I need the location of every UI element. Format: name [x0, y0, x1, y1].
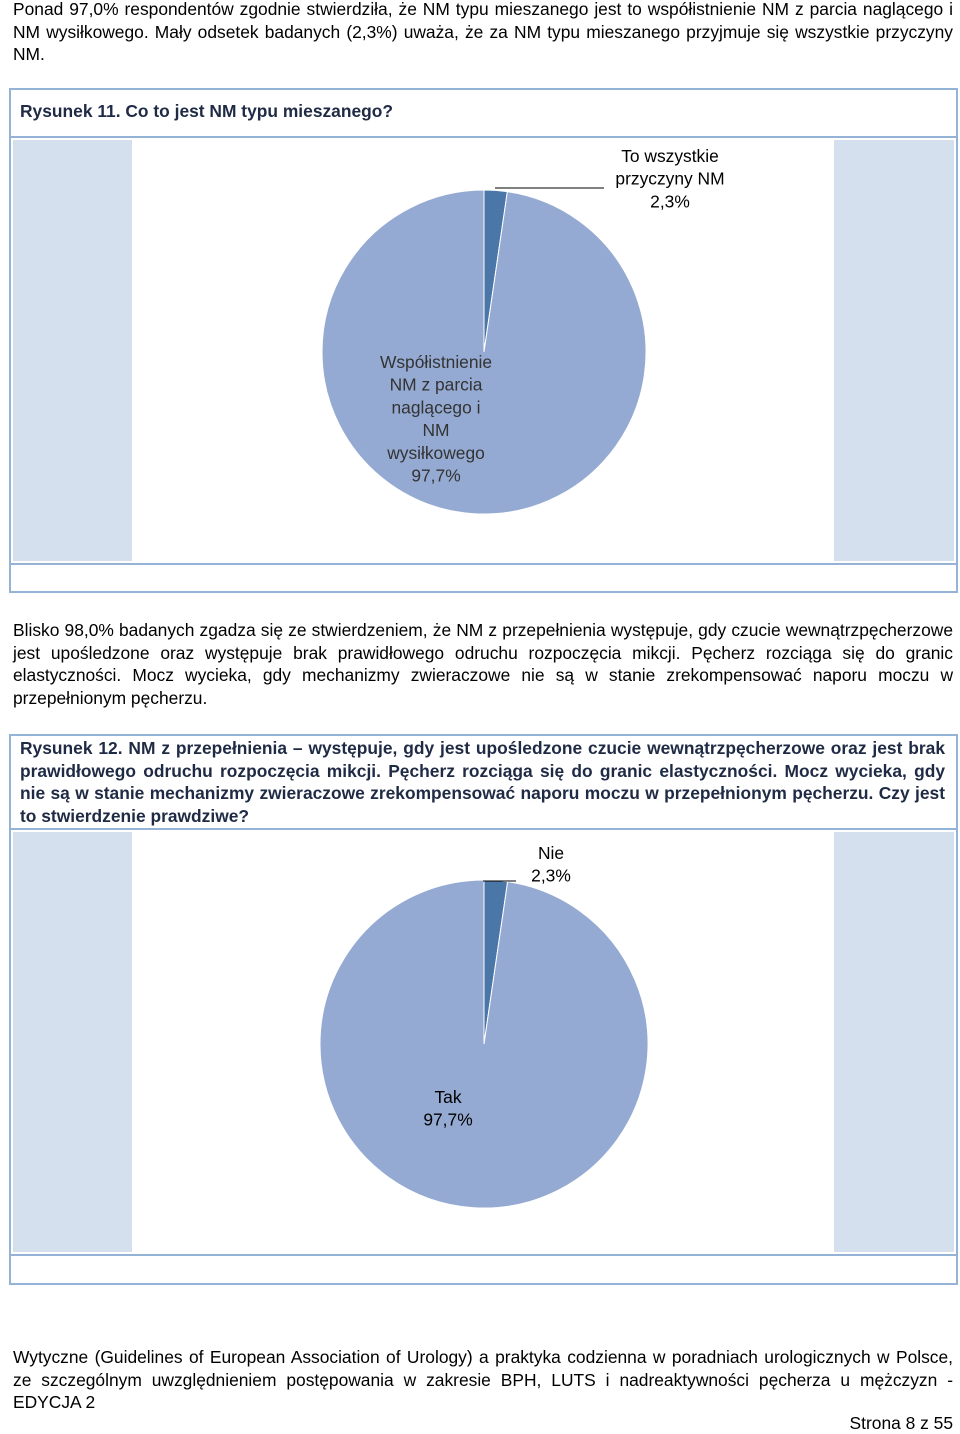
left-side-panel: [13, 832, 132, 1252]
slice-label-line: NM z parcia: [389, 374, 483, 395]
slice-label-line: Tak: [434, 1087, 462, 1107]
right-side-panel: [834, 832, 954, 1252]
slice-label-line: 97,7%: [423, 1109, 473, 1130]
figure-11-caption: Rysunek 11. Co to jest NM typu mieszanego?: [20, 101, 394, 121]
slice-label-line: przyczyny NM: [615, 168, 725, 189]
slice-label-line: wysiłkowego: [387, 442, 485, 463]
figure-12-caption-number: Rysunek 12.: [20, 738, 123, 758]
slice-label-small: [531, 843, 571, 886]
figure-12-caption: [20, 737, 945, 828]
slice-label-small: [615, 146, 724, 211]
figure-12-chart-area: [9, 828, 958, 1256]
pie-slice-large: [320, 880, 648, 1208]
slice-label-line: 2,3%: [531, 865, 571, 886]
slice-label-line: 97,7%: [411, 465, 461, 486]
slice-label-line: NM: [422, 420, 450, 441]
page-number: Strona 8 z 55: [849, 1413, 953, 1433]
footer-text: Wytyczne (Guidelines of European Association of Urology) a praktyka codzienna w poradniach urologicznych w Polsce, ze szczególnym uwzględnieniem postępowania w zakresie BPH, LUTS i nadreaktywności pęcherza u mężczyzn - EDYCJA 2: [13, 1347, 953, 1413]
middle-paragraph: Blisko 98,0% badanych zgadza się ze stwierdzeniem, że NM z przepełnienia występuje, gdy czucie wewnątrzpęcherzowe jest upośledzone oraz występuje brak prawidłowego odruchu rozpoczęcia mikcji. Pęcherz rozciąga się do granic elastyczności. Mocz wycieka, gdy mechanizmy zwieraczowe nie są w stanie zrekompensować naporu moczu w przepełnionym pęcherzu.: [13, 620, 953, 709]
intro-paragraph: Ponad 97,0% respondentów zgodnie stwierdziła, że NM typu mieszanego jest to współistnienie NM z parcia naglącego i NM wysiłkowego. Mały odsetek badanych (2,3%) uważa, że za NM typu mieszanego przyjmuje się wszystkie przyczyny NM.: [13, 0, 953, 65]
pie-chart-11: [11, 138, 956, 563]
slice-label-line: 2,3%: [650, 191, 690, 212]
figure-11-chart-area: [9, 136, 958, 565]
pie-chart-12: [11, 830, 956, 1254]
slice-label-line: Nie: [537, 843, 565, 863]
slice-label-line: Współistnienie: [379, 352, 493, 372]
figure-12-caption-text: NM z przepełnienia – występuje, gdy jest upośledzone czucie wewnątrzpęcherzowe oraz jest brak prawidłowego odruchu rozpoczęcia mikcji. Pęcherz rozciąga się do granic elastyczności. Mocz wycieka, gdy nie są w stanie mechanizmy zwieraczowe zrekompensować naporu moczu w przepełnionym pęcherzu. Czy jest to stwierdzenie prawdziwe?: [20, 738, 945, 827]
slice-label-line: naglącego i: [391, 397, 481, 418]
slice-label-line: To wszystkie: [621, 146, 719, 166]
left-side-panel: [13, 140, 132, 561]
right-side-panel: [834, 140, 954, 561]
